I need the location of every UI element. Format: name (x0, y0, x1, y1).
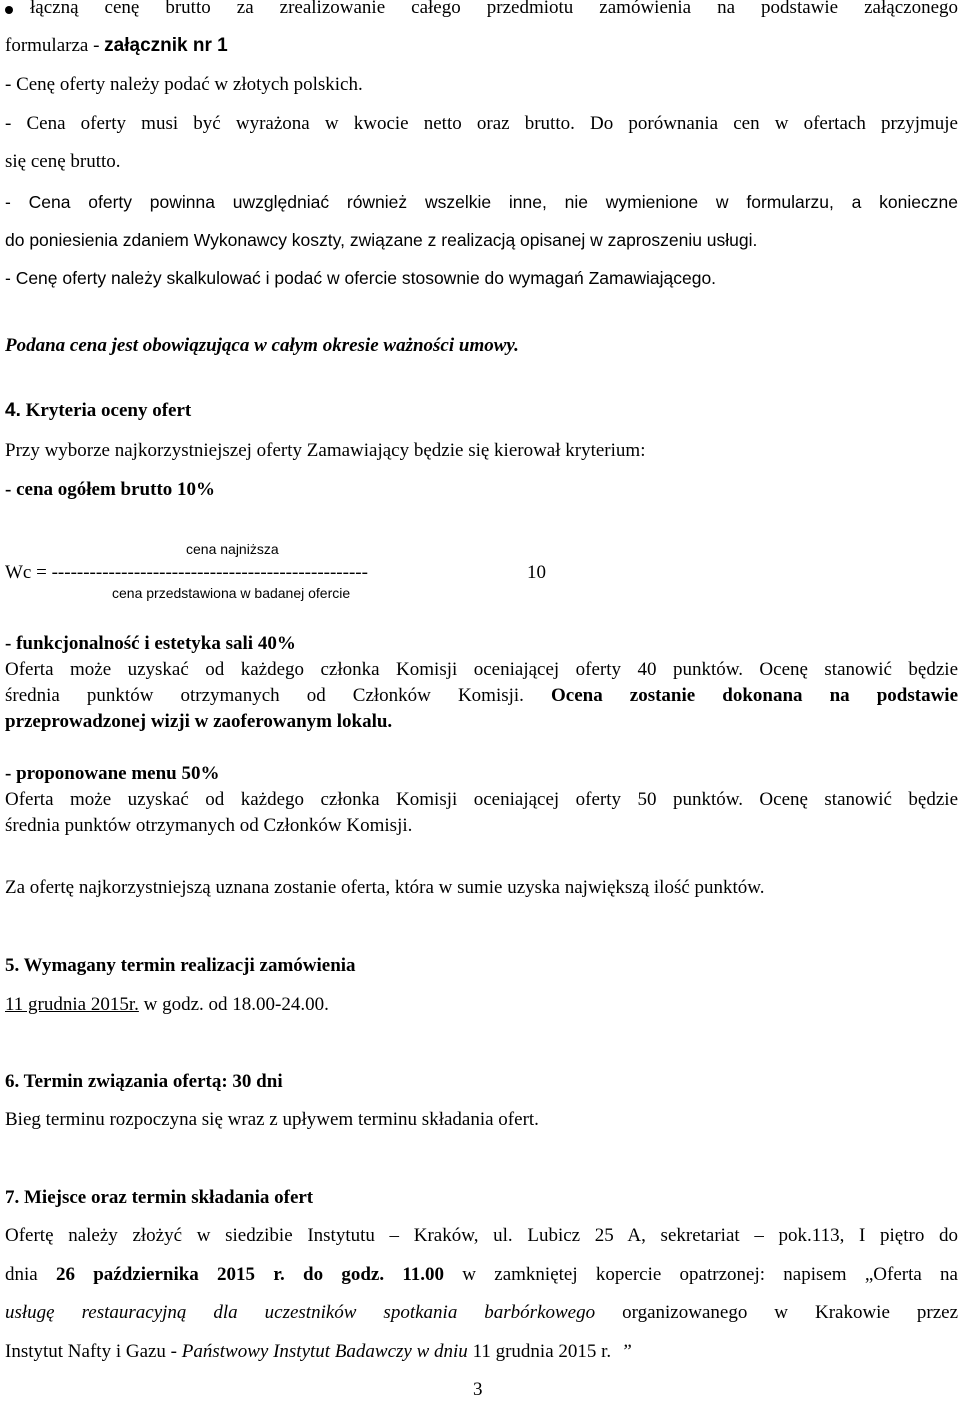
criterion-price: - cena ogółem brutto 10% (5, 479, 216, 500)
intro-line-2-plain: formularza - (5, 35, 105, 56)
price-note-currency: - Cenę oferty należy podać w złotych polskich. (5, 74, 363, 95)
realization-date (5, 994, 329, 1016)
section-6-heading: 6. Termin związania ofertą: 30 dni (5, 1071, 283, 1092)
criterion-menu-line-2: średnia punktów otrzymanych od Członków Komisji. (5, 815, 413, 836)
section-6-text: Bieg terminu rozpoczyna się wraz z upływem terminu składania ofert. (5, 1109, 539, 1130)
criterion-functionality-line-3: przeprowadzonej wizji w zaoferowanym lokalu. (5, 711, 393, 732)
section-4-intro: Przy wyborze najkorzystniejszej oferty Zamawiający będzie się kierował kryterium: (5, 440, 646, 461)
section-7-line-4-a: Instytut Nafty i Gazu - (5, 1341, 182, 1362)
closing-quote: ” (621, 1341, 632, 1362)
submission-deadline: 26 października 2015 r. do godz. 11.00 (55, 1264, 445, 1285)
price-note-net-gross-cont: się cenę brutto. (5, 151, 121, 172)
realization-date-hours: w godz. od 18.00-24.00. (138, 994, 329, 1015)
realization-date-underlined: 11 grudnia 2015r. (5, 994, 139, 1015)
price-note-calculation: - Cenę oferty należy skalkulować i podać w ofercie stosownie do wymagań Zamawiającego. (5, 268, 717, 288)
criterion-functionality-line-2-bold: Ocena zostanie dokonana na podstawie (551, 685, 958, 706)
section-7-line-2-c: w zamkniętej kopercie opatrzonej: napisem „Oferta na (444, 1264, 958, 1285)
intro-line-1: łączną cenę brutto za zrealizowanie całego przedmiotu zamówienia na podstawie załączonego (30, 0, 958, 18)
price-note-other-costs-cont: do poniesienia zdaniem Wykonawcy koszty, związane z realizacją opisanej w zaproszeniu usługi. (5, 230, 758, 250)
criterion-functionality-line-2-plain: średnia punktów otrzymanych od Członków Komisji. (5, 685, 524, 706)
section-4-number: 4. (5, 400, 21, 421)
section-7-heading: 7. Miejsce oraz termin składania ofert (5, 1187, 314, 1208)
section-7-line-2 (5, 1264, 958, 1286)
section-7-line-4 (5, 1341, 632, 1363)
criterion-functionality-line-2 (5, 685, 958, 707)
price-note-net-gross: - Cena oferty musi być wyrażona w kwocie netto oraz brutto. Do porównania cen w ofertach przyjmuje (5, 113, 958, 134)
criterion-functionality-line-1: Oferta może uzyskać od każdego członka Komisji oceniającej oferty 40 punktów. Ocenę stanowić będzie (5, 659, 958, 680)
price-validity-statement: Podana cena jest obowiązująca w całym okresie ważności umowy. (5, 335, 519, 356)
intro-line-2 (5, 35, 228, 57)
section-5-heading: 5. Wymagany termin realizacji zamówienia (5, 955, 356, 976)
envelope-label-italic: usługę restauracyjną dla uczestników spotkania barbórkowego (5, 1302, 596, 1323)
section-7-line-3 (5, 1302, 958, 1324)
section-7-line-2-a: dnia (5, 1264, 56, 1285)
formula-denominator: cena przedstawiona w badanej ofercie (112, 585, 351, 601)
attachment-reference: załącznik nr 1 (104, 35, 228, 56)
criterion-functionality-title: - funkcjonalność i estetyka sali 40% (5, 633, 296, 654)
section-7-line-1: Ofertę należy złożyć w siedzibie Instytutu – Kraków, ul. Lubicz 25 A, sekretariat – pok.113, I piętro do (5, 1225, 958, 1246)
formula-fraction-line: Wc = -------------------------------------------------- (5, 562, 368, 583)
section-7-line-3-plain: organizowanego w Krakowie przez (595, 1302, 958, 1323)
criterion-menu-line-1: Oferta może uzyskać od każdego członka Komisji oceniającej oferty 50 punktów. Ocenę stanowić będzie (5, 789, 958, 810)
section-7-line-4-c: 11 grudnia 2015 r. (467, 1341, 612, 1362)
page-number: 3 (473, 1379, 483, 1400)
price-note-other-costs: - Cena oferty powinna uwzględniać również wszelkie inne, nie wymienione w formularzu, a konieczne (5, 192, 958, 212)
section-4-title: Kryteria oceny ofert (25, 400, 192, 421)
evaluation-summary: Za ofertę najkorzystniejszą uznana zostanie oferta, która w sumie uzyska największą ilość punktów. (5, 877, 765, 898)
bullet-dot (5, 6, 13, 14)
formula-multiplier: 10 (527, 562, 546, 583)
section-4-heading (5, 400, 191, 422)
criterion-menu-title: - proponowane menu 50% (5, 763, 220, 784)
section-7-line-4-italic: Państwowy Instytut Badawczy w dniu (181, 1341, 468, 1362)
formula-numerator: cena najniższa (186, 541, 279, 557)
